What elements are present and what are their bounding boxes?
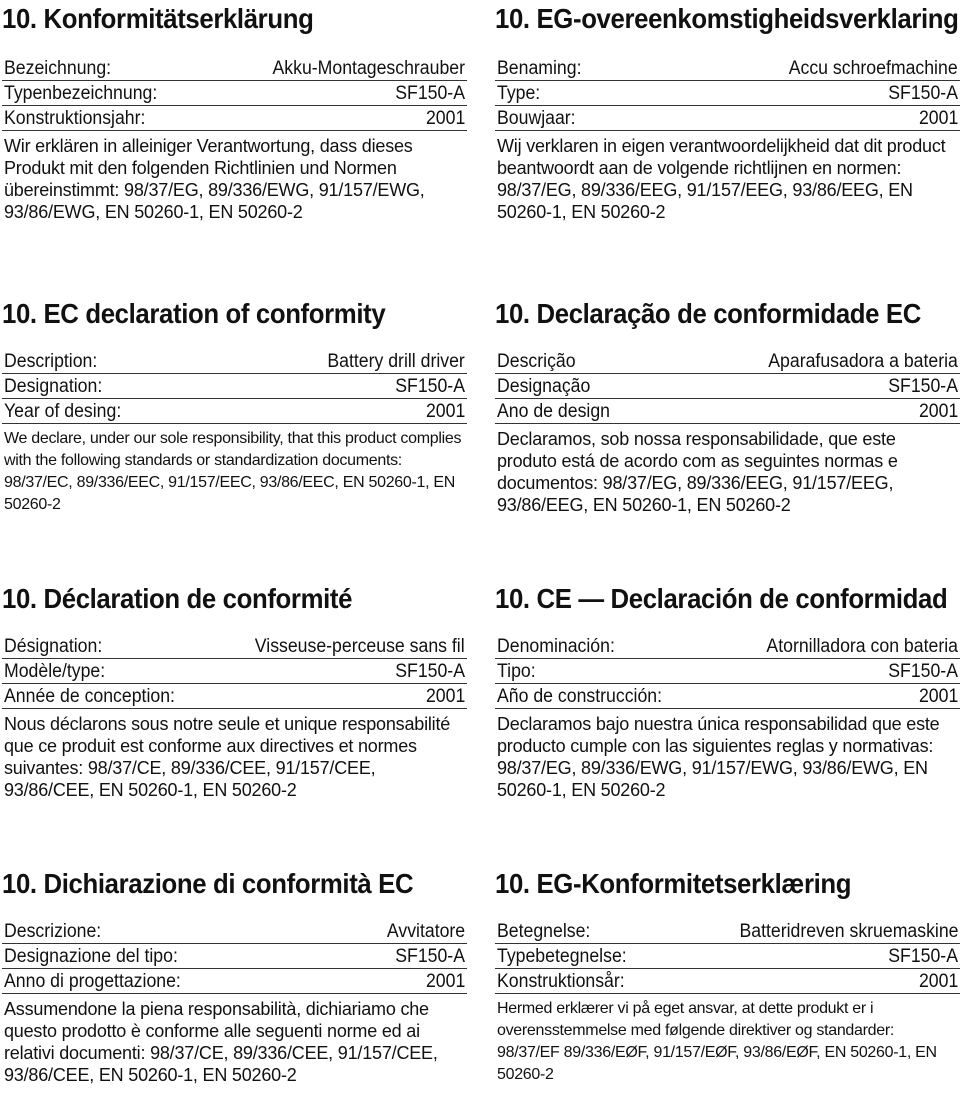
field-value: SF150-A [395,661,465,682]
section-title: 10. EG-overeenkomstigheidsverklaring [495,3,959,34]
field-row [495,106,960,131]
field-value: 2001 [918,401,958,422]
field-label: Year of desing: [4,401,122,422]
field-value: Battery drill driver [327,351,465,372]
declaration-text: Wir erklären in alleiniger Verantwortung, dass dieses Produkt mit den folgenden Richtlinien und Normen übereinstimmt: 98/37/EG, 89/336/EWG, 91/157/EWG, 93/86/EWG, EN 50260-1, EN 50260-2 [4,136,425,222]
field-row [495,634,960,659]
section-title: 10. Déclaration de conformité [2,583,353,614]
section-title: 10. Dichiarazione di conformità EC [2,868,414,899]
section-title: 10. Declaração de conformidade EC [495,298,921,329]
field-value: SF150-A [395,376,465,397]
field-value: 2001 [918,971,958,992]
field-list [495,634,960,709]
field-value: 2001 [425,686,465,707]
field-value: Aparafusadora a bateria [768,351,958,372]
section-danish [495,867,960,1112]
field-value: 2001 [918,108,958,129]
field-label: Modèle/type: [4,661,106,682]
field-list [495,349,960,424]
field-row [2,684,467,709]
section-title: 10. CE — Declaración de conformidad [495,583,948,614]
field-row [2,56,467,81]
field-label: Typebetegnelse: [497,946,627,967]
field-label: Description: [4,351,98,372]
field-label: Betegnelse: [497,921,591,942]
field-label: Bezeichnung: [4,58,112,79]
field-label: Descrição [497,351,576,372]
section-title: 10. EG-Konformitetserklæring [495,868,852,899]
field-value: Visseuse-perceuse sans fil [255,636,465,657]
declaration-text: Declaramos bajo nuestra única responsabilidad que este producto cumple con las siguientes reglas y normativas: 98/37/EG, 89/336/EWG, 91/157/EWG, 93/86/EWG, EN 50260-1, EN 50260-2 [497,714,940,800]
section-english [2,297,467,542]
field-row [2,919,467,944]
field-value: Atornilladora con bateria [766,636,958,657]
field-value: SF150-A [395,83,465,104]
field-label: Designation: [4,376,103,397]
field-label: Typenbezeichnung: [4,83,158,104]
field-label: Konstruktionsår: [497,971,625,992]
field-row [2,349,467,374]
field-value: 2001 [425,108,465,129]
field-row [495,374,960,399]
declaration-text: Assumendone la piena responsabilità, dichiariamo che questo prodotto è conforme alle seguenti norme ed ai relativi documenti: 98/37/CE, 89/336/CEE, 91/157/CEE, 93/86/CEE, EN 50260-1, EN 50260-2 [4,999,438,1085]
field-value: Avvitatore [386,921,465,942]
field-row [2,81,467,106]
field-label: Année de conception: [4,686,175,707]
declaration-text: Nous déclarons sous notre seule et unique responsabilité que ce produit est conforme aux directives et normes suivantes: 98/37/CE, 89/336/CEE, 91/157/CEE, 93/86/CEE, EN 50260-1, EN 50260-2 [4,714,451,800]
field-value: SF150-A [395,946,465,967]
field-label: Ano de design [497,401,610,422]
field-label: Descrizione: [4,921,102,942]
field-list [495,56,960,131]
field-row [2,659,467,684]
field-label: Konstruktionsjahr: [4,108,146,129]
field-value: 2001 [425,401,465,422]
field-value: 2001 [918,686,958,707]
field-row [495,659,960,684]
field-value: SF150-A [888,661,958,682]
section-italian [2,867,467,1112]
field-list [495,919,960,994]
field-value: SF150-A [888,946,958,967]
field-value: Accu schroefmachine [789,58,958,79]
field-value: SF150-A [888,83,958,104]
field-label: Tipo: [497,661,536,682]
field-row [2,634,467,659]
section-title: 10. Konformitätserklärung [2,3,314,34]
section-spanish [495,582,960,827]
declaration-text: We declare, under our sole responsibility, that this product complies with the following standards or standardization documents: 98/37/EC, 89/336/EEC, 91/157/EEC, 93/86/EEC, EN 50260-1, EN 50260-2 [4,430,462,513]
section-portuguese [495,297,960,542]
field-value: Akku-Montageschrauber [272,58,465,79]
field-row [2,106,467,131]
field-list [2,919,467,994]
field-label: Designazione del tipo: [4,946,178,967]
field-row [495,969,960,994]
field-label: Año de construcción: [497,686,663,707]
field-row [2,399,467,424]
declaration-text: Hermed erklærer vi på eget ansvar, at dette produkt er i overensstemmelse med følgende direktiver og standarder: 98/37/EF 89/336/EØF, 91/157/EØF, 93/86/EØF, EN 50260-1, EN 50260-2 [497,1000,937,1083]
field-row [2,969,467,994]
field-value: 2001 [425,971,465,992]
field-row [495,919,960,944]
declaration-text: Wij verklaren in eigen verantwoordelijkheid dat dit product beantwoordt aan de volgende richtlijnen en normen: 98/37/EG, 89/336/EEG, 91/157/EEG, 93/86/EEG, EN 50260-1, EN 50260-2 [497,136,946,222]
field-label: Désignation: [4,636,103,657]
section-dutch [495,2,960,249]
field-label: Benaming: [497,58,582,79]
field-value: Batteridreven skruemaskine [738,921,958,942]
field-list [2,56,467,131]
field-label: Type: [497,83,541,104]
field-row [495,944,960,969]
field-row [495,81,960,106]
field-row [495,399,960,424]
declaration-text: Declaramos, sob nossa responsabilidade, que este produto está de acordo com as seguintes normas e documentos: 98/37/EG, 89/336/EEG, 91/157/EEG, 93/86/EEG, EN 50260-1, EN 50260-2 [497,429,898,515]
field-label: Denominación: [497,636,615,657]
field-row [2,374,467,399]
field-label: Bouwjaar: [497,108,576,129]
field-list [2,349,467,424]
section-german [2,2,467,249]
field-row [495,684,960,709]
field-label: Designação [497,376,591,397]
field-row [495,56,960,81]
section-french [2,582,467,827]
field-row [2,944,467,969]
field-row [495,349,960,374]
section-title: 10. EC declaration of conformity [2,298,386,329]
field-list [2,634,467,709]
field-value: SF150-A [888,376,958,397]
field-label: Anno di progettazione: [4,971,181,992]
